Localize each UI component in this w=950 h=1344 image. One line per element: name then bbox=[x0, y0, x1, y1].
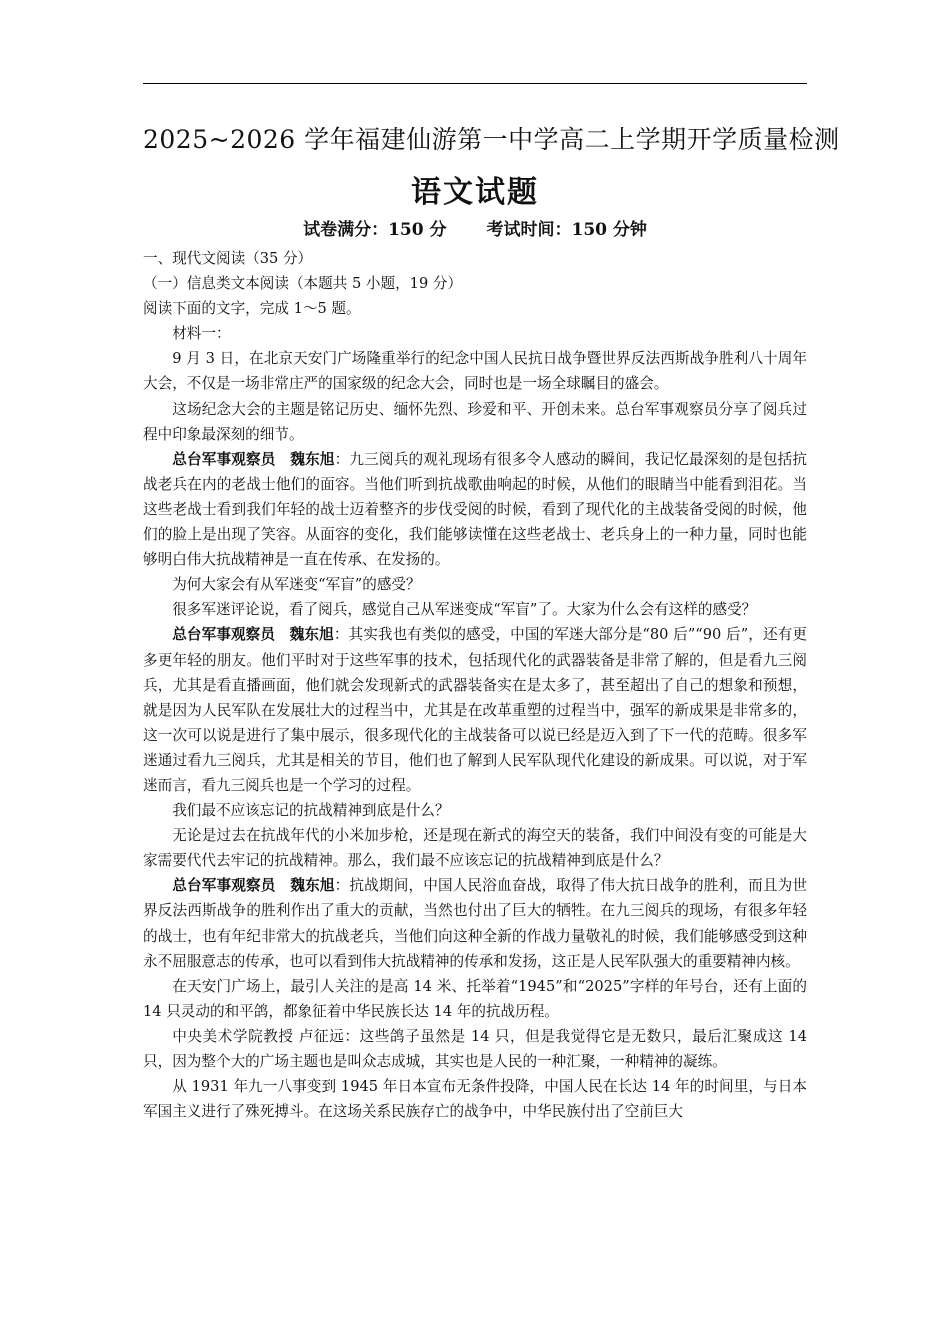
exam-time: 考试时间：150 分钟 bbox=[486, 220, 647, 240]
full-score: 试卷满分：150 分 bbox=[303, 220, 447, 240]
paragraph-1: 9 月 3 日，在北京天安门广场隆重举行的纪念中国人民抗日战争暨世界反法西斯战争胜利八十周年大会，不仅是一场非常庄严的国家级的纪念大会，同时也是一场全球瞩目的盛会。 bbox=[143, 350, 807, 393]
paragraph-4: 为何大家会有从军迷变“军盲”的感受？ bbox=[172, 576, 421, 594]
paragraph-8: 无论是过去在抗战年代的小米加步枪，还是现在新式的海空天的装备，我们中间没有变的可能是大家需要代代去牢记的抗战精神。那么，我们最不应该忘记的抗战精神到底是什么？ bbox=[143, 827, 807, 870]
speaker-label: 总台军事观察员 魏东旭 bbox=[172, 450, 335, 468]
speaker-label: 总台军事观察员 魏东旭 bbox=[172, 626, 334, 644]
speaker-quote: ：九三阅兵的观礼现场有很多令人感动的瞬间，我记忆最深刻的是包括抗战老兵在内的老战士他们的面容。当他们听到抗战歌曲响起的时候，从他们的眼睛当中能看到泪花。当这些老战士看到我们年轻的战士迈着整齐的步伐受阅的时候，看到了现代化的主战装备受阅的时候，他们的脸上是出现了笑容。从面容的变化，我们能够读懂在这些老战士、老兵身上的一种力量，同时也能够明白伟大抗战精神是一直在传承、在发扬的。 bbox=[143, 450, 807, 569]
speaker-quote: ：其实我也有类似的感受，中国的军迷大部分是“80 后”“90 后”，还有更多更年轻的朋友。他们平时对于这些军事的技术，包括现代化的武器装备是非常了解的，但是看九三阅兵，尤其是看直播画面，他们就会发现新式的武器装备实在是太多了，甚至超出了自己的想象和预想，就是因为人民军队在发展壮大的过程当中，尤其是在改革重塑的过程当中，强军的新成果是非常多的，这一次可以说是进行了集中展示，很多现代化的主战装备可以说已经是迈入到了下一代的范畴。很多军迷通过看九三阅兵，尤其是相关的节目，他们也了解到人民军队现代化建设的新成果。可以说，对于军迷而言，看九三阅兵也是一个学习的过程。 bbox=[143, 626, 807, 794]
section-heading: 一、现代文阅读（35 分） bbox=[143, 250, 313, 267]
material-label: 材料一： bbox=[172, 325, 231, 343]
section-subheading: （一）信息类文本阅读（本题共 5 小题，19 分） bbox=[143, 275, 463, 293]
subject-title: 语文试题 bbox=[411, 175, 539, 210]
header-rule bbox=[143, 83, 807, 84]
paragraph-7: 我们最不应该忘记的抗战精神到底是什么？ bbox=[172, 802, 450, 820]
paragraph-10: 在天安门广场上，最引人关注的是高 14 米、托举着“1945”和“2025”字样的年号台，还有上面的 14 只灵动的和平鸽，都象征着中华民族长达 14 年的抗战历程。 bbox=[143, 977, 807, 1020]
school-exam-title: 2025~2026 学年福建仙游第一中学高二上学期开学质量检测 bbox=[143, 125, 840, 154]
paragraph-12: 从 1931 年九一八事变到 1945 年日本宣布无条件投降，中国人民在长达 14 年的时间里，与日本军国主义进行了殊死搏斗。在这场关系民族存亡的战争中，中华民族付出了空前巨大 bbox=[143, 1078, 807, 1121]
paragraph-9 bbox=[143, 873, 807, 973]
paragraph-11: 中央美术学院教授 卢征远：这些鸽子虽然是 14 只，但是我觉得它是无数只，最后汇聚成这 14 只，因为整个大的广场主题也是叫众志成城，其实也是人民的一种汇聚，一种精神的凝练。 bbox=[143, 1027, 807, 1070]
paragraph-6 bbox=[143, 622, 807, 798]
speaker-quote: ：抗战期间，中国人民浴血奋战，取得了伟大抗日战争的胜利，而且为世界反法西斯战争的胜利作出了重大的贡献，当然也付出了巨大的牺牲。在九三阅兵的现场，有很多年轻的战士，也有年纪非常大的抗战老兵，当他们向这种全新的作战力量敬礼的时候，我们能够感受到这种永不屈服意志的传承，也可以看到伟大抗战精神的传承和发扬，这正是人民军队强大的重要精神内核。 bbox=[143, 877, 807, 970]
exam-content bbox=[143, 246, 807, 1124]
paragraph-2: 这场纪念大会的主题是铭记历史、缅怀先烈、珍爱和平、开创未来。总台军事观察员分享了阅兵过程中印象最深刻的细节。 bbox=[143, 400, 807, 443]
speaker-label: 总台军事观察员 魏东旭 bbox=[172, 877, 335, 895]
exam-meta bbox=[143, 216, 807, 244]
paragraph-3 bbox=[143, 447, 807, 572]
paragraph-5: 很多军迷评论说，看了阅兵，感觉自己从军迷变成“军盲”了。大家为什么会有这样的感受？ bbox=[172, 601, 757, 619]
reading-instruction: 阅读下面的文字，完成 1～5 题。 bbox=[143, 300, 361, 318]
